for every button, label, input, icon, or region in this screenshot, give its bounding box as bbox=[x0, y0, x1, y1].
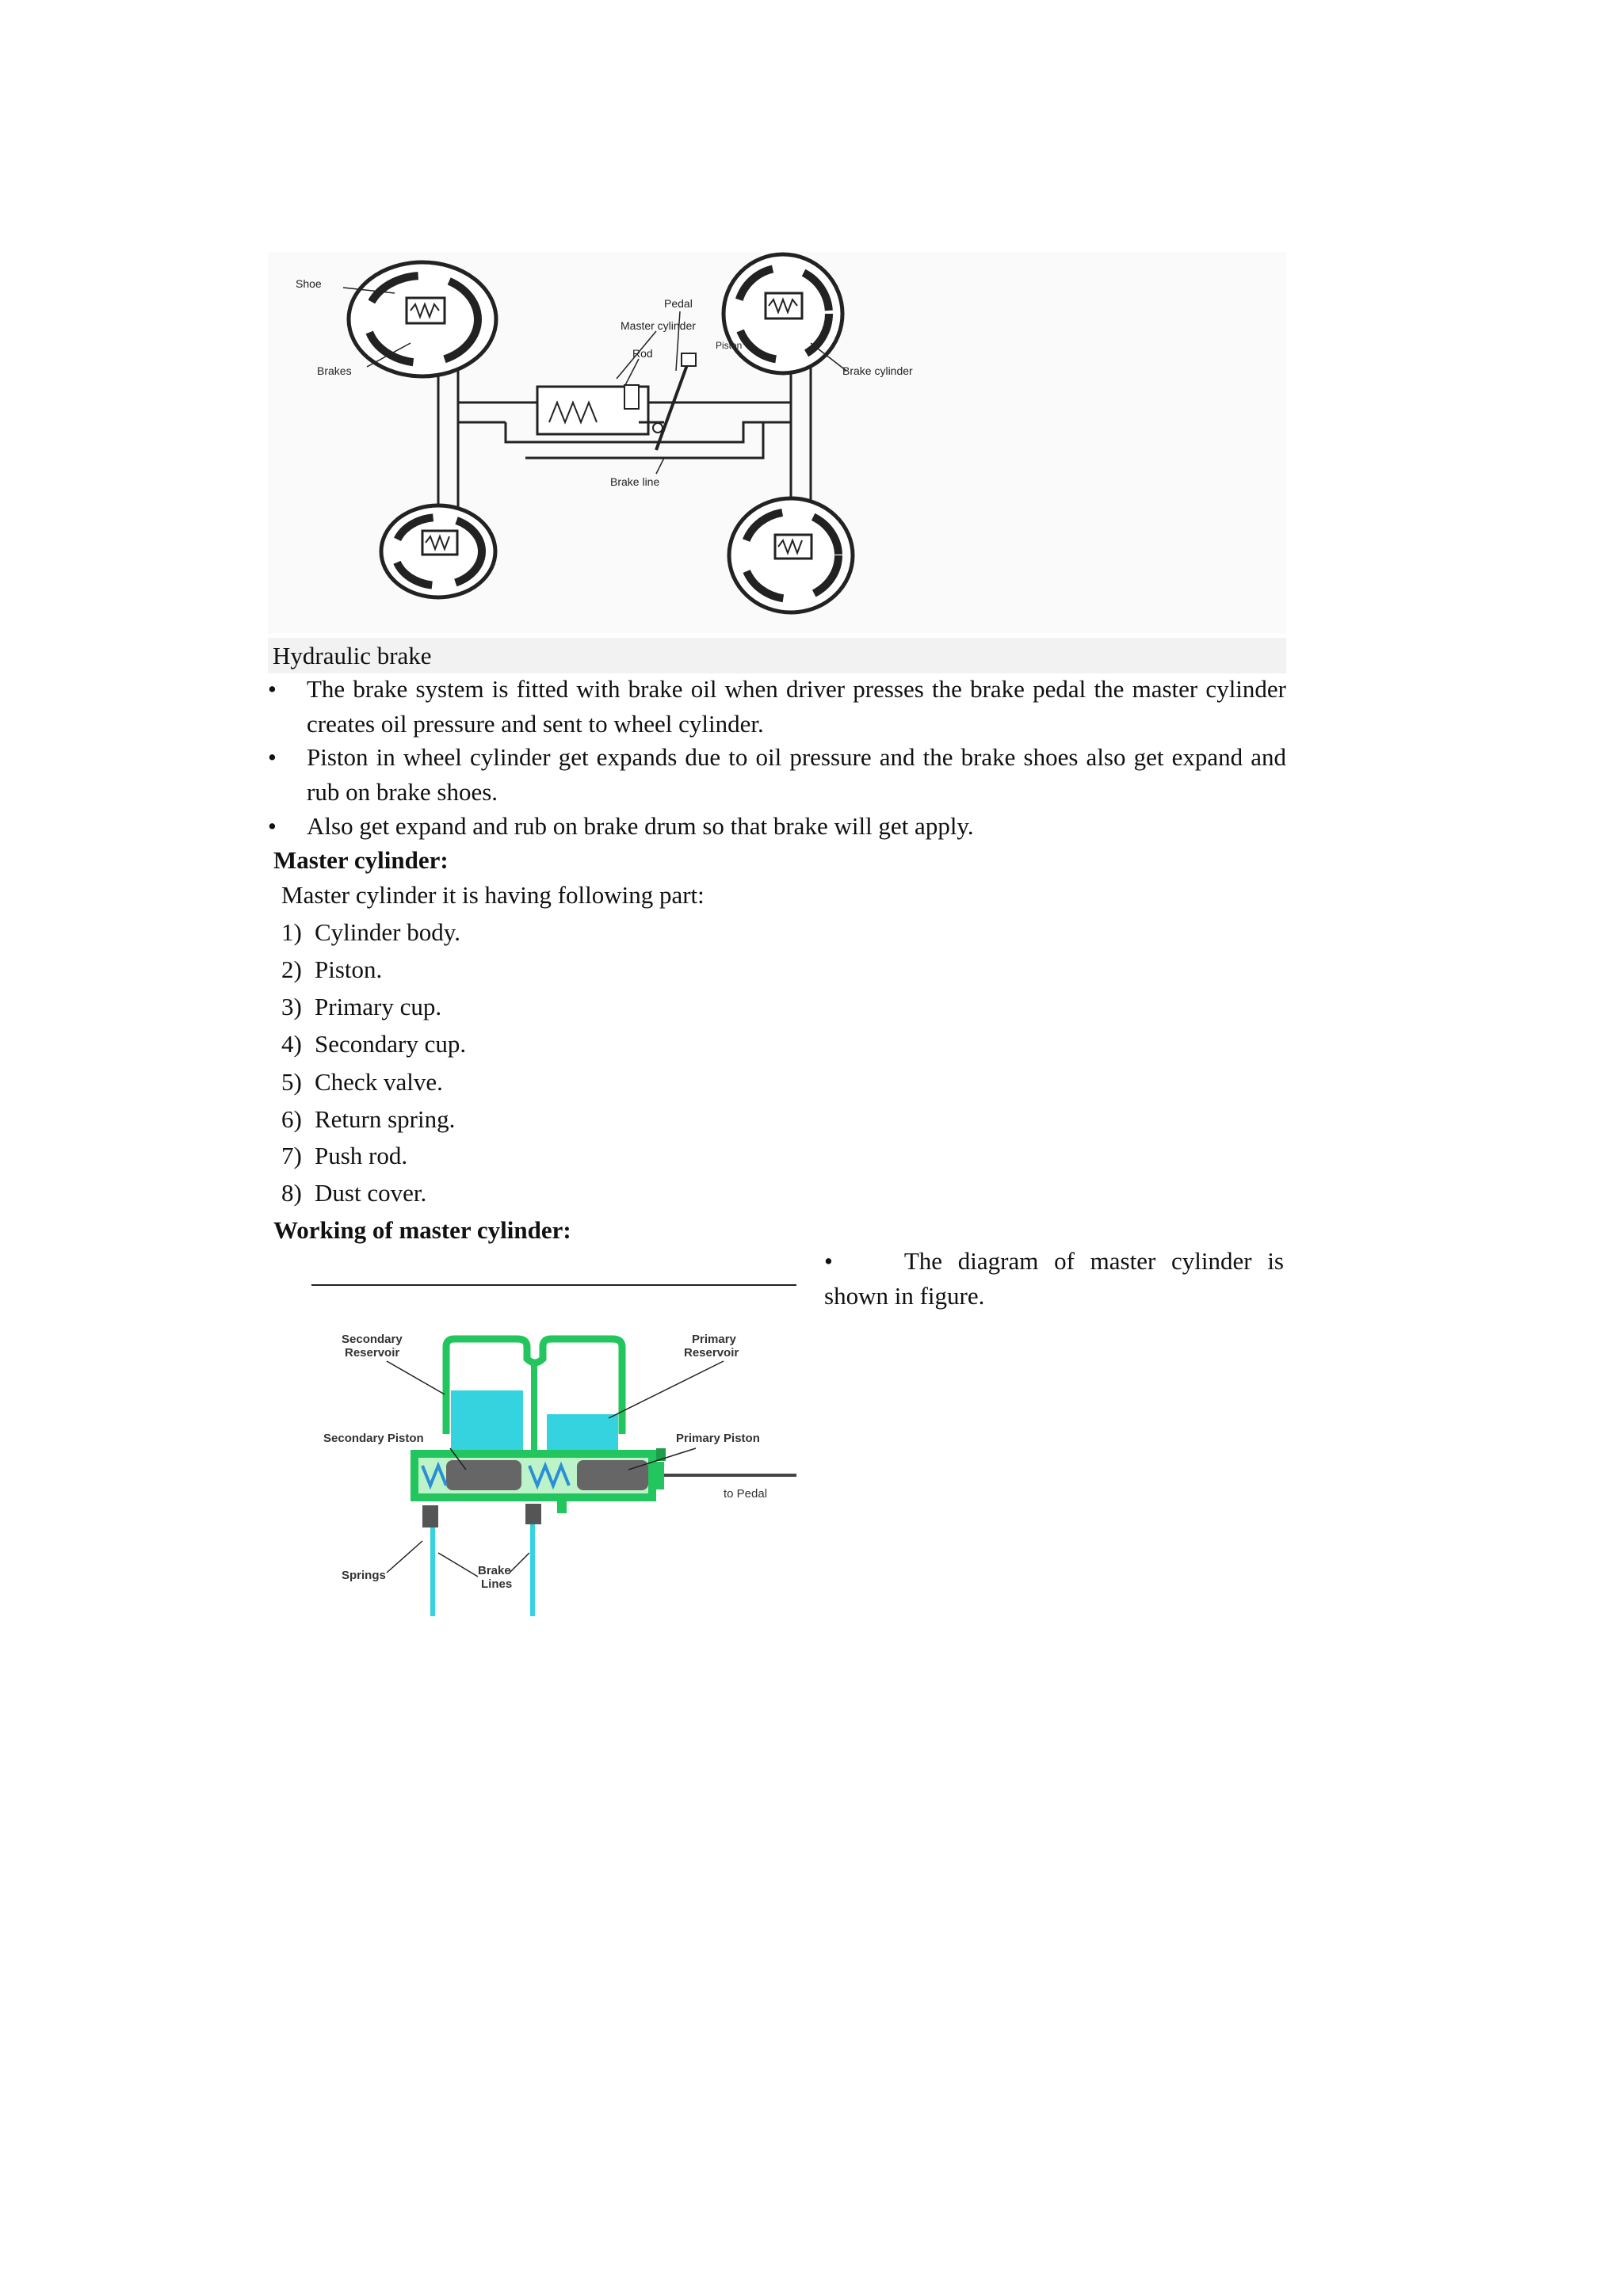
label-primary-piston: Primary Piston bbox=[676, 1432, 760, 1445]
bullet-text: Piston in wheel cylinder get expands due to oil pressure and the brake shoes also get expand and rub on brake shoes. bbox=[307, 743, 1286, 806]
divider bbox=[311, 1284, 796, 1286]
label-brake-cylinder: Brake cylinder bbox=[842, 364, 913, 377]
list-item bbox=[281, 1102, 455, 1137]
hydraulic-brake-svg bbox=[268, 252, 1286, 634]
label-secondary-piston: Secondary Piston bbox=[323, 1432, 424, 1445]
bullet-item bbox=[268, 809, 1286, 844]
list-item bbox=[281, 1176, 426, 1211]
label-springs: Springs bbox=[342, 1569, 386, 1582]
list-item bbox=[281, 1065, 443, 1100]
hydraulic-brake-diagram bbox=[268, 252, 1286, 634]
label-to-pedal: to Pedal bbox=[724, 1487, 768, 1501]
label-piston: Piston bbox=[716, 340, 743, 351]
list-item bbox=[281, 1138, 407, 1173]
bullet-item bbox=[268, 672, 1286, 742]
wheel-bottom-left bbox=[381, 505, 495, 597]
master-cylinder-svg bbox=[311, 1315, 796, 1616]
bullet-symbol: • bbox=[268, 743, 277, 771]
list-text: Primary cup. bbox=[315, 993, 442, 1020]
label-rod: Rod bbox=[632, 347, 653, 360]
master-cylinder-diagram bbox=[311, 1315, 796, 1616]
label-primary-reservoir: Primary bbox=[692, 1333, 736, 1346]
master-cylinder-intro: Master cylinder it is having following part: bbox=[281, 881, 705, 909]
master-cylinder-heading: Master cylinder: bbox=[273, 846, 449, 874]
list-text: Return spring. bbox=[315, 1105, 456, 1133]
list-item bbox=[281, 915, 460, 950]
label-secondary-reservoir: Secondary bbox=[342, 1333, 403, 1346]
label-brake-lines: Lines bbox=[481, 1577, 513, 1591]
list-number: 7) bbox=[281, 1142, 302, 1169]
primary-reservoir-fluid bbox=[547, 1414, 618, 1450]
list-text: Secondary cup. bbox=[315, 1030, 467, 1058]
list-item bbox=[281, 990, 441, 1024]
label-master-cylinder: Master cylinder bbox=[621, 319, 696, 332]
working-bullet bbox=[824, 1244, 1284, 1314]
wheel-top-left bbox=[349, 262, 496, 376]
list-text: Dust cover. bbox=[315, 1179, 427, 1207]
wheel-bottom-right bbox=[729, 498, 853, 612]
bullet-item bbox=[268, 740, 1286, 810]
bullet-text: The brake system is fitted with brake oil when driver presses the brake pedal the master cylinder creates oil pressure and sent to wheel cylinder. bbox=[307, 675, 1286, 738]
list-number: 8) bbox=[281, 1179, 302, 1207]
list-number: 3) bbox=[281, 993, 302, 1020]
list-number: 4) bbox=[281, 1030, 302, 1058]
wheel-top-right bbox=[724, 254, 842, 373]
reservoirs bbox=[446, 1339, 622, 1450]
list-number: 1) bbox=[281, 918, 302, 946]
list-text: Check valve. bbox=[315, 1068, 443, 1096]
primary-piston bbox=[577, 1460, 648, 1490]
bullet-symbol: • bbox=[268, 812, 277, 840]
list-number: 2) bbox=[281, 955, 302, 983]
brake-lines bbox=[422, 1504, 541, 1616]
list-number: 5) bbox=[281, 1068, 302, 1096]
working-bullet-text: The diagram of master cylinder is shown in figure. bbox=[824, 1247, 1284, 1310]
list-text: Push rod. bbox=[315, 1142, 408, 1169]
label-brakes: Brakes bbox=[317, 364, 352, 377]
list-text: Piston. bbox=[315, 955, 383, 983]
label-shoe: Shoe bbox=[296, 277, 322, 290]
label-pedal: Pedal bbox=[664, 297, 693, 310]
list-number: 6) bbox=[281, 1105, 302, 1133]
label-secondary-reservoir: Reservoir bbox=[345, 1346, 400, 1360]
figure-caption: Hydraulic brake bbox=[268, 638, 1286, 673]
secondary-reservoir-fluid bbox=[451, 1390, 523, 1450]
list-text: Cylinder body. bbox=[315, 918, 460, 946]
bullet-symbol: • bbox=[824, 1247, 833, 1275]
working-heading: Working of master cylinder: bbox=[273, 1216, 571, 1244]
list-item bbox=[281, 952, 382, 987]
label-brake-lines: Brake bbox=[478, 1564, 511, 1577]
bullet-symbol: • bbox=[268, 675, 277, 703]
secondary-piston bbox=[446, 1460, 521, 1490]
label-primary-reservoir: Reservoir bbox=[684, 1346, 739, 1360]
bullet-text: Also get expand and rub on brake drum so that brake will get apply. bbox=[307, 812, 974, 840]
label-brake-line: Brake line bbox=[610, 475, 660, 488]
list-item bbox=[281, 1027, 466, 1062]
